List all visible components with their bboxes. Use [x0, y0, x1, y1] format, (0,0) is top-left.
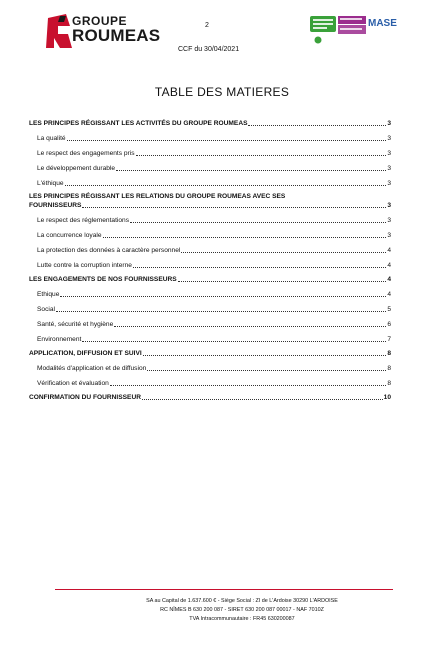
- toc-entry-label: La qualité: [37, 135, 66, 142]
- groupe-roumeas-logo: [44, 12, 161, 52]
- toc-leader-dots: [142, 399, 383, 400]
- toc-leader-dots: [65, 185, 387, 186]
- page-number: 2: [205, 22, 209, 29]
- toc-entry-page-number: 4: [387, 247, 391, 254]
- toc-subsection-entry[interactable]: [29, 216, 391, 225]
- toc-entry-page-number: 3: [387, 120, 391, 127]
- certification-logos: [310, 15, 402, 47]
- footer: [0, 597, 444, 624]
- toc-subsection-entry[interactable]: [29, 164, 391, 173]
- toc-entry-page-number: 4: [387, 262, 391, 269]
- footer-divider: [55, 589, 393, 590]
- page-title: TABLE DES MATIERES: [154, 85, 290, 99]
- toc-entry-page-number: 3: [387, 180, 391, 187]
- toc-entry-label: Le respect des engagements pris: [37, 150, 135, 157]
- toc-entry-label: Modalités d'application et de diffusion: [37, 365, 147, 372]
- toc-entry-label: Lutte contre la corruption interne: [37, 262, 132, 269]
- toc-entry-label: Le développement durable: [37, 165, 116, 172]
- toc-leader-dots: [116, 170, 386, 171]
- toc-entry-label: L'éthique: [37, 180, 64, 187]
- toc-entry-label: Ethique: [37, 291, 60, 298]
- toc-entry-page-number: 7: [387, 336, 391, 343]
- toc-entry-page-number: 4: [387, 276, 391, 283]
- toc-subsection-entry[interactable]: [29, 364, 391, 373]
- toc-subsection-entry[interactable]: [29, 320, 391, 329]
- toc-leader-dots: [133, 267, 386, 268]
- toc-subsection-entry[interactable]: [29, 305, 391, 314]
- toc-subsection-entry[interactable]: [29, 290, 391, 299]
- toc-entry-page-number: 4: [387, 291, 391, 298]
- toc-entry-label: LES PRINCIPES RÉGISSANT LES ACTIVITÉS DU GROUPE ROUMEAS: [29, 120, 248, 127]
- toc-entry-page-number: 5: [387, 306, 391, 313]
- toc-leader-dots: [114, 326, 386, 327]
- toc-entry-page-number: 6: [387, 321, 391, 328]
- toc-subsection-entry[interactable]: [29, 379, 391, 388]
- footer-line2: RC NÎMES B 630 200 087 - SIRET 630 200 087 00017 - NAF 7010Z: [160, 607, 324, 613]
- toc-section-entry[interactable]: [29, 275, 391, 284]
- toc-subsection-entry[interactable]: [29, 231, 391, 240]
- toc-entry-label: LES ENGAGEMENTS DE NOS FOURNISSEURS: [29, 276, 177, 283]
- toc-entry-page-number: 8: [387, 350, 391, 357]
- toc-entry-label: Santé, sécurité et hygiène: [37, 321, 114, 328]
- toc-entry-label: La protection des données à caractère personnel: [37, 247, 181, 254]
- toc-leader-dots: [143, 355, 387, 356]
- toc-section-entry[interactable]: [29, 349, 391, 358]
- toc-entry-label: Social: [37, 306, 55, 313]
- document-reference: CCF du 30/04/2021: [178, 46, 240, 53]
- toc-leader-dots: [248, 125, 386, 126]
- toc-leader-dots: [181, 252, 386, 253]
- toc-entry-label: Vérification et évaluation: [37, 380, 109, 387]
- logo-line2: ROUMEAS: [72, 26, 161, 45]
- toc-section-entry[interactable]: [29, 119, 391, 128]
- toc-entry-page-number: 8: [387, 380, 391, 387]
- toc-leader-dots: [67, 140, 387, 141]
- toc-entry-page-number: 3: [387, 135, 391, 142]
- mase-logo: MASE: [368, 18, 397, 29]
- footer-line1: SA au Capital de 1.637.600 € - Siège Social : ZI de L'Ardoise 30290 L'ARDOISE: [146, 598, 338, 604]
- toc-subsection-entry[interactable]: [29, 134, 391, 143]
- toc-leader-dots: [56, 311, 386, 312]
- toc-entry-page-number: 3: [387, 202, 391, 209]
- logo-line1: GROUPE: [72, 14, 128, 28]
- toc-leader-dots: [110, 385, 386, 386]
- toc-subsection-entry[interactable]: [29, 149, 391, 158]
- toc-entry-label: Le respect des réglementations: [37, 217, 130, 224]
- toc-entry-page-number: 8: [387, 365, 391, 372]
- table-of-contents: [29, 119, 391, 402]
- footer-line3: TVA Intracommunautaire : FR45 630200087: [189, 616, 295, 622]
- roumeas-logo-mark-icon: [44, 12, 74, 50]
- toc-entry-label: Environnement: [37, 336, 82, 343]
- toc-subsection-entry[interactable]: [29, 246, 391, 255]
- toc-leader-dots: [178, 281, 387, 282]
- toc-leader-dots: [82, 207, 386, 208]
- toc-entry-label: CONFIRMATION DU FOURNISSEUR: [29, 394, 141, 401]
- toc-entry-page-number: 3: [387, 150, 391, 157]
- toc-subsection-entry[interactable]: [29, 261, 391, 270]
- toc-entry-label: FOURNISSEURS: [29, 202, 82, 209]
- toc-subsection-entry[interactable]: [29, 335, 391, 344]
- toc-entry-label-line1: LES PRINCIPES RÉGISSANT LES RELATIONS DU GROUPE ROUMEAS AVEC SES: [29, 193, 286, 200]
- toc-leader-dots: [60, 296, 386, 297]
- toc-entry-page-number: 3: [387, 165, 391, 172]
- toc-entry-page-number: 3: [387, 217, 391, 224]
- toc-leader-dots: [147, 370, 386, 371]
- toc-leader-dots: [136, 155, 387, 156]
- toc-entry-label: APPLICATION, DIFFUSION ET SUIVI: [29, 350, 142, 357]
- toc-section-entry[interactable]: [29, 393, 391, 402]
- toc-entry-page-number: 3: [387, 232, 391, 239]
- toc-leader-dots: [82, 341, 386, 342]
- toc-leader-dots: [103, 237, 387, 238]
- toc-leader-dots: [130, 222, 386, 223]
- toc-subsection-entry[interactable]: [29, 179, 391, 188]
- toc-section-entry[interactable]: [29, 193, 391, 210]
- toc-entry-page-number: 10: [383, 394, 391, 401]
- toc-entry-label: La concurrence loyale: [37, 232, 102, 239]
